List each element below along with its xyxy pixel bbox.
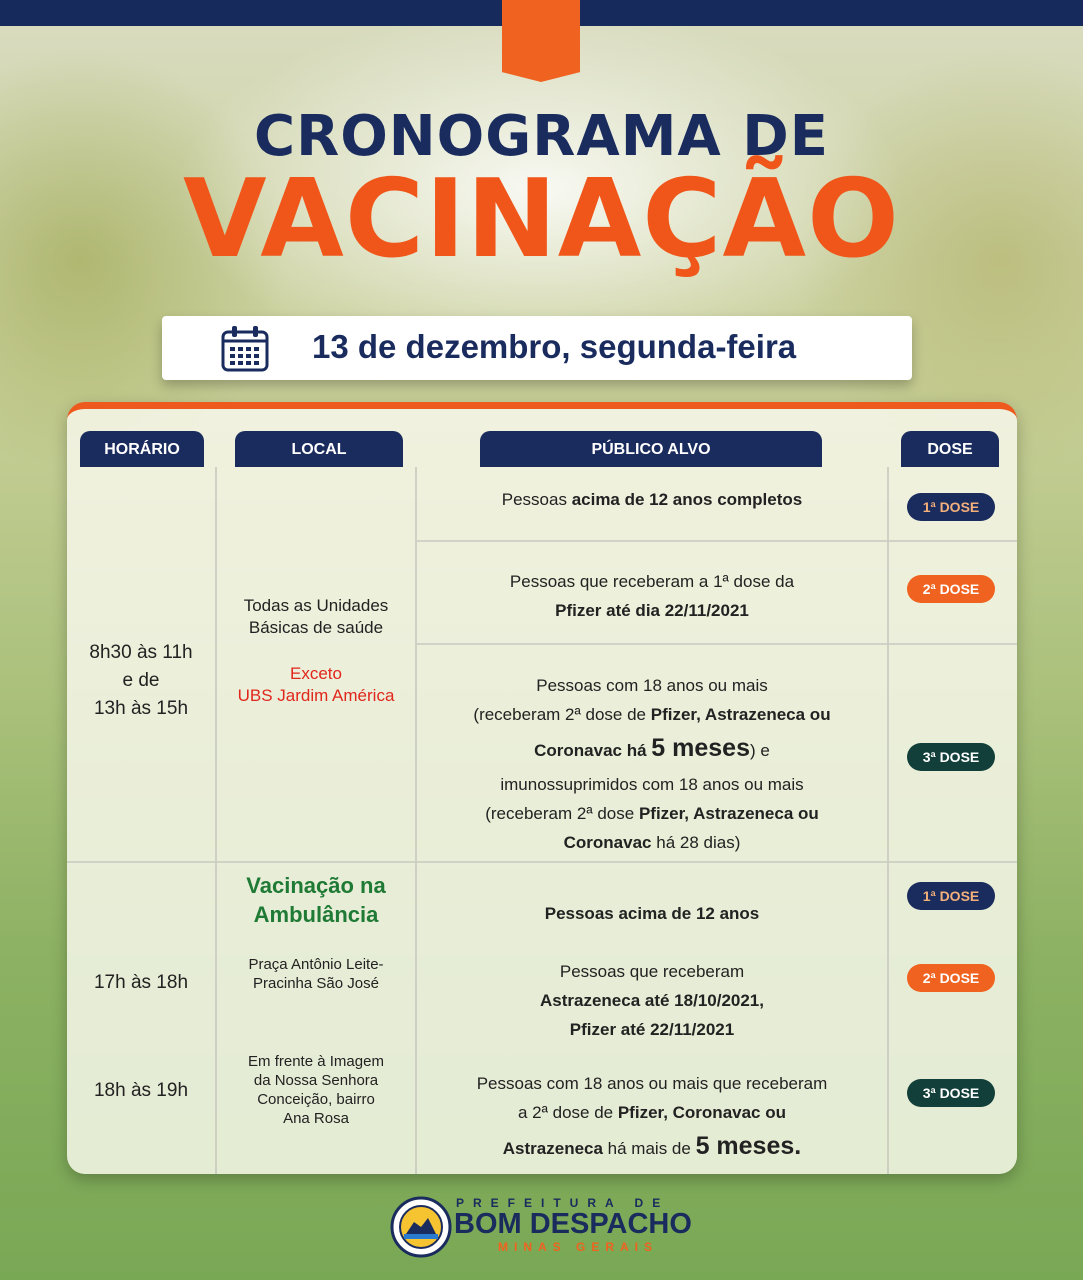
horario-slot2: 18h às 19h: [93, 1080, 189, 1101]
publico-row3: Pessoas com 18 anos ou mais (receberam 2ª dose de Pfizer, Astrazeneca ou Coronavac há 5 meses) e imunossuprimidos com 18 anos ou mais (receberam 2ª dose Pfizer, Astrazeneca ou Coronavac há 28 dias): [473, 676, 831, 852]
publico-row1: Pessoas acima de 12 anos completos: [501, 490, 803, 509]
footer-line2: BOM DESPACHO: [454, 1208, 692, 1240]
title-line1: CRONOGRAMA DE: [253, 104, 830, 169]
dose-badge-1: 1ª DOSE: [907, 493, 995, 521]
horario-block1: 8h30 às 11h e de 13h às 15h: [89, 642, 193, 719]
header-publico-alvo: PÚBLICO ALVO: [480, 431, 822, 467]
publico-row2: Pessoas que receberam a 1ª dose da Pfizer até dia 22/11/2021: [509, 572, 795, 620]
header-horario: HORÁRIO: [80, 431, 204, 467]
dose-badge-b2-2: 2ª DOSE: [907, 964, 995, 992]
calendar-icon: [220, 324, 270, 379]
ambulancia-title: Vacinação na Ambulância: [246, 873, 386, 927]
divider: [887, 467, 889, 1174]
header-dose: DOSE: [901, 431, 999, 467]
dose-badge-b2-1: 1ª DOSE: [907, 882, 995, 910]
publico-b2-row2: Pessoas que receberam Astrazeneca até 18/10/2021, Pfizer até 22/11/2021: [540, 962, 764, 1039]
dose-badge-2: 2ª DOSE: [907, 575, 995, 603]
title-line2: VACINAÇÃO: [183, 157, 900, 282]
publico-b2-row1: Pessoas acima de 12 anos: [544, 904, 760, 923]
top-ribbon-tab: [502, 0, 580, 82]
local-slot1: Praça Antônio Leite- Pracinha São José: [248, 956, 384, 992]
horario-slot1: 17h às 18h: [93, 972, 189, 993]
divider: [417, 540, 1017, 542]
date-text: 13 de dezembro, segunda-feira: [312, 328, 797, 365]
divider: [417, 643, 1017, 645]
publico-b2-row3: Pessoas com 18 anos ou mais que receberam a 2ª dose de Pfizer, Coronavac ou Astrazeneca há mais de 5 meses.: [476, 1074, 828, 1160]
dose-badge-3: 3ª DOSE: [907, 743, 995, 771]
header-local: LOCAL: [235, 431, 403, 467]
dose-badge-b2-3: 3ª DOSE: [907, 1079, 995, 1107]
date-banner: [162, 316, 912, 380]
city-seal-icon: [390, 1196, 452, 1258]
footer-logo: [390, 1196, 692, 1263]
footer-line1: PREFEITURA DE: [456, 1196, 670, 1210]
local-slot2: Em frente à Imagem da Nossa Senhora Conceição, bairro Ana Rosa: [248, 1053, 384, 1127]
divider: [67, 861, 1017, 863]
local-block1: Todas as Unidades Básicas de saúde Exceto UBS Jardim América: [237, 596, 395, 705]
footer-line3: MINAS GERAIS: [498, 1240, 659, 1254]
schedule-table: [67, 402, 1017, 1174]
